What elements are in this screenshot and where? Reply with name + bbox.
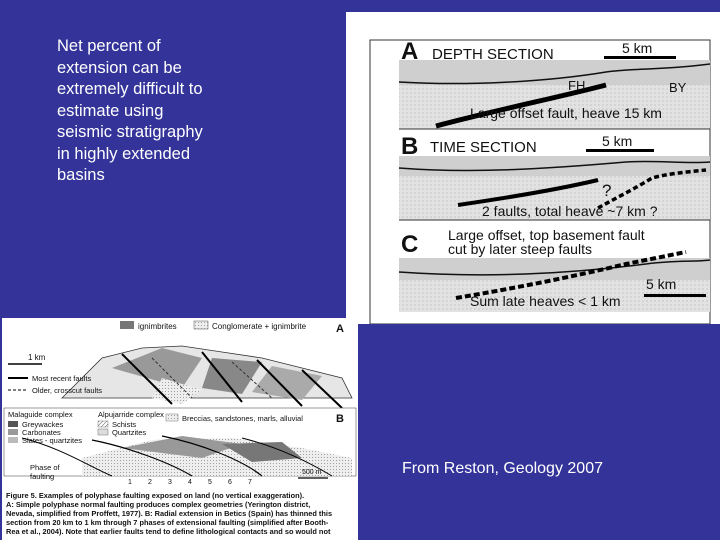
- legend-breccias: Breccias, sandstones, marls, alluvial: [182, 414, 303, 423]
- legend-older-faults: Older, crosscut faults: [32, 386, 103, 395]
- panel-b-letter: B: [401, 133, 419, 160]
- caption-line: Rea et al., 2004). Note that earlier faults tend to define lithological contacts and so would not: [6, 527, 331, 536]
- polyphase-figure-svg: [2, 318, 358, 540]
- phase-label-1: Phase of: [30, 463, 60, 472]
- panel-b-question: ?: [602, 181, 612, 200]
- legend-malaguide: Malaguide complex: [8, 410, 73, 419]
- legend-alpujarride: Alpujarride complex: [98, 410, 164, 419]
- panel-c-title-2: cut by later steep faults: [448, 241, 592, 257]
- section-a: [8, 321, 352, 408]
- caption-line: Nevada, simplified from Proffett, 1977). B: Radial extension in Betics (Spain) has thinned this: [6, 509, 333, 518]
- caption-line: Figure 5. Examples of polyphase faulting exposed on land (no vertical exaggeration).: [6, 491, 305, 500]
- section-b: [4, 408, 356, 486]
- panel-a-scale: 5 km: [622, 40, 653, 56]
- phase-number: 3: [168, 479, 172, 486]
- legend-slates: Slates - quartzites: [22, 436, 83, 445]
- panel-a-letter: A: [401, 38, 419, 65]
- phase-number: 1: [128, 479, 132, 486]
- reston-figure: [346, 12, 720, 324]
- panel-a-caption: Large offset fault, heave 15 km: [470, 105, 662, 121]
- panel-b-title: TIME SECTION: [430, 139, 537, 156]
- legend-recent-faults: Most recent faults: [32, 374, 92, 383]
- legend-conglomerate: Conglomerate + ignimbrite: [212, 322, 307, 331]
- section-a-letter: A: [336, 323, 344, 335]
- caption-line: A: Simple polyphase normal faulting produces complex geometries (Yerington district,: [6, 500, 311, 509]
- phase-number: 6: [228, 479, 232, 486]
- phase-label-2: faulting: [30, 472, 55, 481]
- panel-a-upper-band: [399, 60, 710, 85]
- section-b-letter: B: [336, 413, 344, 425]
- phase-number: 4: [188, 479, 192, 486]
- panel-c-title-1: Large offset, top basement fault: [448, 227, 645, 243]
- polyphase-figure: [2, 318, 358, 540]
- panel-c-scale: 5 km: [646, 276, 677, 292]
- label-fh: FH: [568, 78, 586, 93]
- legend-greywackes: Greywackes: [22, 420, 64, 429]
- phase-number: 7: [248, 479, 252, 486]
- caption-line: section from 20 km to 1 km through 7 phases of extensional faulting (simplified after Booth-: [6, 518, 329, 527]
- panel-c-caption: Sum late heaves < 1 km: [470, 293, 621, 309]
- legend-ignimbrites: ignimbrites: [138, 322, 177, 331]
- scale-1km: 1 km: [28, 353, 46, 362]
- phase-number: 5: [208, 479, 212, 486]
- panel-c-letter: C: [401, 231, 419, 258]
- panel-b-scale: 5 km: [602, 133, 633, 149]
- reston-figure-svg: [346, 12, 720, 324]
- scale-500m: 500 m: [302, 469, 322, 476]
- legend-carbonates: Carbonates: [22, 428, 61, 437]
- legend-quartzites: Quartzites: [112, 428, 147, 437]
- panel-a-scale-bar: [604, 56, 676, 59]
- figure-caption: [6, 491, 332, 536]
- phase-number: 2: [148, 479, 152, 486]
- legend-schists: Schists: [112, 420, 137, 429]
- bullet-text: Net percent of extension can be extremely difficult to estimate using seismic stratigraphy in highly extended basins: [57, 37, 203, 184]
- panel-a-title: DEPTH SECTION: [432, 46, 554, 63]
- source-credit: From Reston, Geology 2007: [402, 460, 603, 477]
- panel-b-caption: 2 faults, total heave ~7 km ?: [482, 203, 658, 219]
- label-by: BY: [669, 80, 687, 95]
